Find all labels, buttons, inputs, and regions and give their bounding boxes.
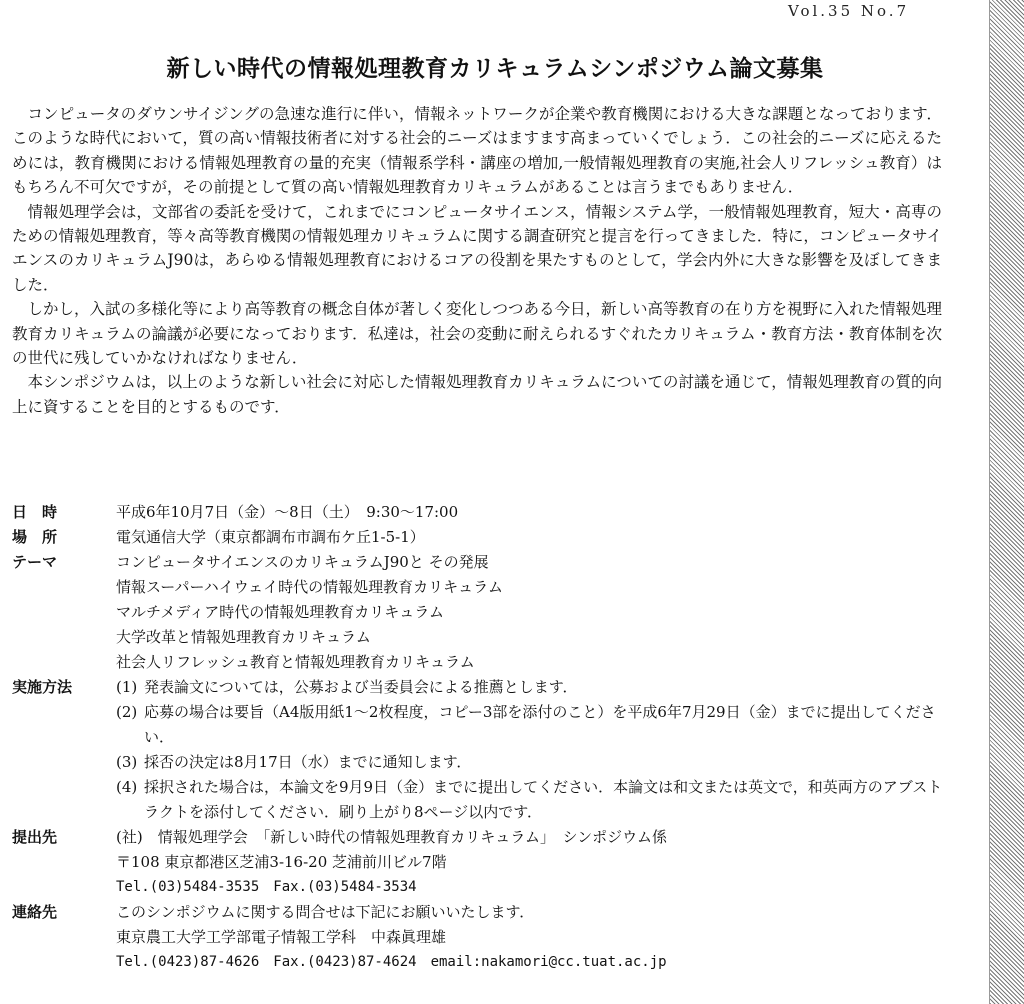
- intro-section: [12, 102, 942, 419]
- intro-paragraph: 情報処理学会は，文部省の委託を受けて，これまでにコンピュータサイエンス，情報システム学，一般情報処理教育，短大・高専のための情報処理教育，等々高等教育機関の情報処理カリキュラムに関する調査研究と提言を行ってきました．特に，コンピュータサイエンスのカリキュラムJ90は，あらゆる情報処理教育におけるコアの役割を果たすものとして，学会内外に大きな影響を及ぼしてきました．: [12, 202, 942, 294]
- method-number: (2): [116, 703, 138, 721]
- theme-label: テーマ: [12, 553, 58, 571]
- theme-row: [12, 550, 952, 675]
- page-title: 新しい時代の情報処理教育カリキュラムシンポジウム論文募集: [166, 56, 824, 82]
- submit-row: [12, 825, 952, 900]
- date-row: [12, 500, 952, 525]
- method-row: [12, 675, 952, 825]
- date-value: 平成6年10月7日（金）～8日（土） 9:30～17:00: [116, 503, 459, 521]
- contact-label: 連絡先: [12, 903, 58, 921]
- contact-line: このシンポジウムに関する問合せは下記にお願いいたします．: [116, 903, 535, 921]
- method-item: [116, 775, 952, 825]
- contact-info: [116, 900, 952, 975]
- contact-line: 東京農工大学工学部電子情報工学科 中森眞理雄: [116, 928, 447, 946]
- place-label: 場 所: [12, 528, 58, 546]
- method-number: (1): [116, 678, 138, 696]
- method-number: (4): [116, 778, 138, 796]
- submit-phone: Tel.(03)5484-3535 Fax.(03)5484-3534: [116, 879, 417, 895]
- method-text: 発表論文については，公募および当委員会による推薦とします．: [144, 678, 578, 696]
- volume-number: Vol.35 No.7: [788, 2, 910, 20]
- theme-item: マルチメディア時代の情報処理教育カリキュラム: [116, 603, 445, 621]
- place-row: [12, 525, 952, 550]
- theme-list: [116, 550, 952, 675]
- submit-line: (社) 情報処理学会 「新しい時代の情報処理教育カリキュラム」 シンポジウム係: [116, 828, 668, 846]
- contact-row: [12, 900, 952, 975]
- theme-item: 情報スーパーハイウェイ時代の情報処理教育カリキュラム: [116, 578, 504, 596]
- method-number: (3): [116, 753, 138, 771]
- date-label: 日 時: [12, 503, 58, 521]
- method-item: [116, 675, 952, 700]
- method-text: 採否の決定は8月17日（水）までに通知します．: [144, 753, 472, 771]
- method-item: [116, 700, 952, 750]
- method-text: 応募の場合は要旨（A4版用紙1～2枚程度，コピー3部を添付のこと）を平成6年7月29日（金）までに提出してください．: [144, 703, 936, 746]
- theme-item: コンピュータサイエンスのカリキュラムJ90と その発展: [116, 553, 489, 571]
- submit-label: 提出先: [12, 828, 58, 846]
- method-label: 実施方法: [12, 678, 73, 696]
- halftone-edge-strip: [989, 0, 1024, 1004]
- method-text: 採択された場合は，本論文を9月9日（金）までに提出してください．本論文は和文または英文で，和英両方のアブストラクトを添付してください．刷り上がり8ページ以内です．: [144, 778, 943, 821]
- details-section: [12, 500, 952, 975]
- theme-item: 社会人リフレッシュ教育と情報処理教育カリキュラム: [116, 653, 475, 671]
- place-value: 電気通信大学（東京都調布市調布ケ丘1-5-1）: [116, 528, 425, 546]
- submit-line: 〒108 東京都港区芝浦3-16-20 芝浦前川ビル7階: [116, 853, 447, 871]
- intro-paragraph: 本シンポジウムは，以上のような新しい社会に対応した情報処理教育カリキュラムについての討議を通じて，情報処理教育の質的向上に資することを目的とするものです．: [12, 373, 942, 416]
- intro-paragraph: コンピュータのダウンサイジングの急速な進行に伴い，情報ネットワークが企業や教育機関における大きな課題となっております．このような時代において，質の高い情報技術者に対する社会的ニーズはますます高まっていくでしょう．この社会的ニーズに応えるためには，教育機関における情報処理教育の量的充実（情報系学科・講座の増加,一般情報処理教育の実施,社会人リフレッシュ教育）はもちろん不可欠ですが，その前提として質の高い情報処理教育カリキュラムがあることは言うまでもありません．: [12, 105, 942, 197]
- theme-item: 大学改革と情報処理教育カリキュラム: [116, 628, 371, 646]
- intro-paragraph: しかし，入試の多様化等により高等教育の概念自体が著しく変化しつつある今日，新しい高等教育の在り方を視野に入れた情報処理教育カリキュラムの論議が必要になっております．私達は，社会の変動に耐えられるすぐれたカリキュラム・教育方法・教育体制を次の世代に残していかなければなりません．: [12, 300, 943, 368]
- method-list: [116, 675, 952, 825]
- contact-phone-email: Tel.(0423)87-4626 Fax.(0423)87-4624 email:nakamori@cc.tuat.ac.jp: [116, 954, 667, 970]
- submit-address: [116, 825, 952, 900]
- method-item: [116, 750, 952, 775]
